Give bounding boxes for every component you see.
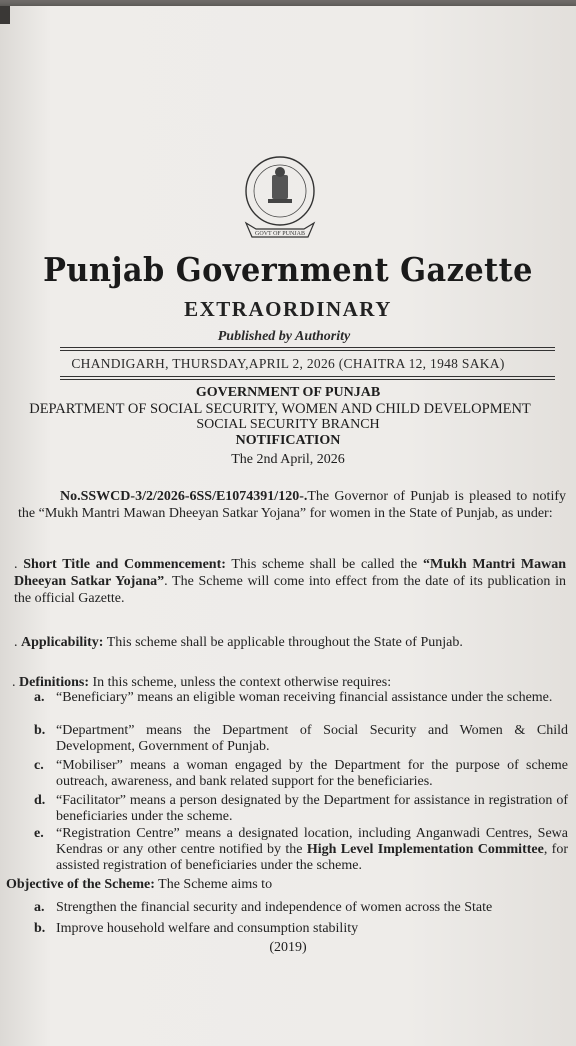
section-heading: Applicability: (21, 635, 104, 650)
section-text: In this scheme, unless the context otherwise requires: (89, 675, 392, 690)
emblem-icon (238, 153, 322, 249)
government-heading: GOVERNMENT OF PUNJAB (195, 385, 381, 400)
item-marker: e. (34, 826, 44, 841)
section-objective (6, 876, 558, 893)
scheme-name: “Mukh Mantri Mawan Dheeyan Satkar Yojana” (14, 557, 567, 589)
gazette-subtitle: EXTRAORDINARY (184, 297, 392, 321)
intro-paragraph (18, 488, 566, 522)
section-text: The Scheme aims to (154, 877, 273, 892)
definition-item (34, 690, 568, 706)
item-text: “Department” means the Department of Social Security and Women & Child Development, Government of Punjab. (56, 723, 568, 754)
department-heading: DEPARTMENT OF SOCIAL SECURITY, WOMEN AND CHILD DEVELOPMENT (29, 401, 531, 417)
dateline: CHANDIGARH, THURSDAY,APRIL 2, 2026 (CHAITRA 12, 1948 SAKA) (71, 356, 505, 371)
section-applicability (14, 634, 566, 651)
item-text: “Facilitator” means a person designated by the Department for assistance in registration of beneficiaries under the scheme. (56, 793, 568, 824)
section-text: . The Scheme will come into effect from the date of its publication in the official Gazette. (14, 574, 566, 606)
definition-item (34, 723, 568, 755)
item-text: , for assisted registration of beneficiaries under the scheme. (56, 842, 568, 873)
objective-item (34, 921, 568, 937)
intro-text: The Governor of Punjab is pleased to notify the “Mukh Mantri Mawan Dheeyan Satkar Yojana” for women in the State of Punjab, as under: (18, 489, 566, 521)
section-marker: . (14, 635, 18, 650)
section-definitions (12, 674, 564, 691)
section-marker: . (12, 675, 16, 690)
item-text: “Registration Centre” means a designated location, including Anganwadi Centres, Sewa Kendras or any other centre notified by the (56, 826, 568, 857)
rule-top-2 (60, 350, 555, 351)
section-text: This scheme shall be called the (225, 557, 424, 572)
notification-date: The 2nd April, 2026 (231, 452, 345, 467)
page-number: (2019) (269, 940, 307, 955)
section-short-title (14, 556, 566, 607)
item-marker: a. (34, 900, 45, 915)
published-line: Published by Authority (217, 329, 351, 344)
item-text: Improve household welfare and consumption stability (56, 921, 359, 936)
rule-bottom-1 (60, 376, 555, 377)
rule-bottom-2 (60, 379, 555, 380)
notification-heading: NOTIFICATION (235, 433, 341, 448)
section-heading: Short Title and Commencement: (23, 557, 226, 572)
item-text: “Beneficiary” means an eligible woman receiving financial assistance under the scheme. (56, 690, 553, 705)
item-text: Strengthen the financial security and independence of women across the State (56, 900, 493, 915)
section-marker: . (14, 557, 18, 572)
section-text: This scheme shall be applicable throughout the State of Punjab. (103, 635, 463, 650)
definition-item (34, 793, 568, 825)
item-marker: b. (34, 723, 46, 738)
item-marker: a. (34, 690, 45, 705)
item-marker: c. (34, 758, 44, 773)
section-heading: Definitions: (19, 675, 89, 690)
item-text: “Mobiliser” means a woman engaged by the Department for the purpose of scheme outreach, awareness, and bank related support for the beneficiaries. (56, 758, 568, 789)
rule-top-1 (60, 347, 555, 348)
item-marker: b. (34, 921, 46, 936)
item-marker: d. (34, 793, 46, 808)
objective-item (34, 900, 568, 916)
emblem-label: GOVT OF PUNJAB (255, 231, 305, 237)
definition-item (34, 758, 568, 790)
notification-number: No.SSWCD-3/2/2026-6SS/E1074391/120-. (60, 489, 308, 504)
background-corner (0, 6, 10, 24)
gazette-title: Punjab Government Gazette (43, 250, 533, 289)
branch-heading: SOCIAL SECURITY BRANCH (196, 417, 380, 432)
committee-name: High Level Implementation Committee (306, 842, 544, 857)
section-heading: Objective of the Scheme: (6, 877, 155, 892)
definition-item (34, 826, 568, 874)
